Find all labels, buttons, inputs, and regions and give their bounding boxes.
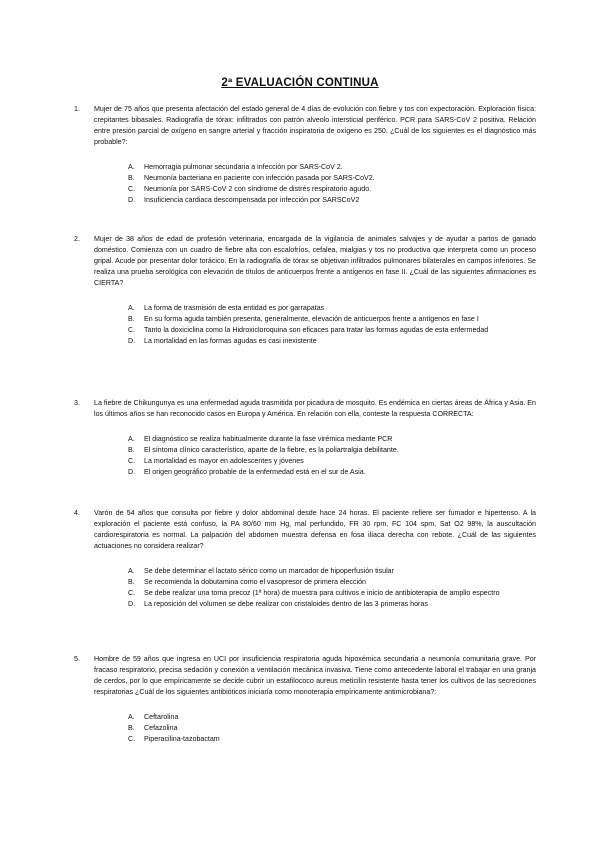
question-number: 2. bbox=[74, 235, 80, 243]
option-c: C. Neumonía por SARS-CoV 2 con síndrome de distrés respiratorio agudo. bbox=[128, 185, 372, 193]
option-b: B. En su forma aguda también presenta, generalmente, elevación de anticuerpos frente a antígenos en fase I bbox=[128, 315, 479, 323]
option-a: A. Ceftarolina bbox=[128, 713, 179, 721]
page-title: 2ª EVALUACIÓN CONTINUA bbox=[221, 77, 379, 89]
question-5 bbox=[74, 654, 536, 745]
option-a: A. Se debe determinar el lactato sérico como un marcador de hipoperfusión tisular bbox=[128, 567, 394, 575]
option-d: D. La reposición del volumen se debe realizar con cristaloides dentro de las 3 primeras horas bbox=[128, 600, 428, 608]
question-text: La fiebre de Chikungunya es una enfermedad aguda trasmitida por picadura de mosquito. Es endémica en ciertas áreas de África y Asia. En los últimos años se han reconocido casos en Europa y América. En relación con ella, conteste la respuesta CORRECTA: bbox=[94, 399, 536, 418]
option-a: A. Hemorragia pulmonar secundaria a infección por SARS-CoV 2. bbox=[128, 163, 343, 171]
option-b: B. Cefazolina bbox=[128, 724, 178, 732]
option-c: C. Se debe realizar una toma precoz (1ª hora) de muestra para cultivos e inicio de antibioterapia de amplio espectro bbox=[128, 589, 500, 597]
option-b: B. El síntoma clínico característico, aparte de la fiebre, es la poliartralgia debilitante. bbox=[128, 446, 399, 454]
option-c: C. Tanto la doxiciclina como la Hidroxicloroquina son eficaces para tratar las formas agudas de esta enfermedad bbox=[128, 326, 489, 334]
options-list bbox=[94, 162, 536, 206]
options-list bbox=[94, 566, 536, 610]
question-number: 3. bbox=[74, 399, 80, 407]
question-number: 5. bbox=[74, 655, 80, 663]
option-d: D. Insuficiencia cardiaca descompensada por infección por SARSCoV2 bbox=[128, 196, 360, 204]
question-text: Mujer de 75 años que presenta afectación del estado general de 4 días de evolución con fiebre y tos con expectoración. Exploración física: crepitantes bibasales. Radiografía de tórax: infiltrados con patrón alveolo intersticial periférico. PCR para SARS-CoV 2 positiva. Relación entre presión parcial de oxígeno en sangre arterial y fracción inspiratoria de oxígeno es 250. ¿Cuál de los siguientes es el diagnóstico más probable?: bbox=[94, 105, 536, 146]
question-text: Hombre de 59 años que ingresa en UCI por insuficiencia respiratoria aguda hipoxémica secundaria a neumonía comunitaria grave. Por fracaso respiratorio, precisa sedación y conexión a ventilación mecánica invasiva. Tiene como antecedente laboral el trabajar en una granja de cerdos, por lo que empíricamente se decide cubrir un estafilococo aureus meticilín resistente hasta tener los cultivos de las secreciones respiratorias ¿Cuál de los siguientes antibióticos iniciaría como monoterapia empíricamente antimicrobiana?: bbox=[94, 655, 536, 696]
option-d: D. El origen geográfico probable de la enfermedad está en el sur de Asia. bbox=[128, 468, 366, 476]
option-b: B. Se recomienda la dobutamina como el vasopresor de primera elección bbox=[128, 578, 366, 586]
option-c: C. Piperacilina-tazobactam bbox=[128, 735, 220, 743]
question-text: Varón de 54 años que consulta por fiebre y dolor abdominal desde hace 24 horas. El paciente refiere ser fumador e hipertenso. A la exploración el paciente está confuso, la PA 80/60 mm Hg, mal perfundido, FR 30 rpm, FC 104 spm, Sat O2 98%, la auscultación cardiorespiratoria es normal. La palpación del abdomen muestra defensa en fosa ilíaca derecha con rebote. ¿Cuál de las siguientes actuaciones no considera realizar? bbox=[94, 509, 536, 550]
question-number: 4. bbox=[74, 509, 80, 517]
options-list bbox=[94, 434, 536, 478]
question-number: 1. bbox=[74, 105, 80, 113]
question-3 bbox=[74, 398, 536, 478]
option-d: D. La mortalidad en las formas agudas es casi inexistente bbox=[128, 337, 317, 345]
question-2 bbox=[74, 234, 536, 347]
option-a: A. La forma de trasmisión de esta entidad es por garrapatas bbox=[128, 304, 325, 312]
options-list bbox=[94, 712, 536, 745]
question-1 bbox=[74, 104, 536, 206]
option-a: A. El diagnóstico se realiza habitualmente durante la fase virémica mediante PCR bbox=[128, 435, 393, 443]
options-list bbox=[94, 303, 536, 347]
option-c: C. La mortalidad es mayor en adolescentes y jóvenes bbox=[128, 457, 304, 465]
question-4 bbox=[74, 508, 536, 610]
option-b: B. Neumonía bacteriana en paciente con infección pasada por SARS-CoV2. bbox=[128, 174, 375, 182]
question-text: Mujer de 38 años de edad de profesión veterinaria, encargada de la vigilancia de animales salvajes y de ayudar a partos de ganado doméstico. Comienza con un cuadro de fiebre alta con escalofríos, cefalea, mialgias y tos no productiva que interpreta como un proceso gripal. Acude por presentar dolor torácico. En la radiografía de tórax se objetivan infiltrados pulmonares bilaterales en campos inferiores. Se realiza una prueba serológica con elevación de títulos de anticuerpos frente a antígenos en fase II. ¿Cuál de las siguientes afirmaciones es CIERTA? bbox=[94, 235, 536, 287]
